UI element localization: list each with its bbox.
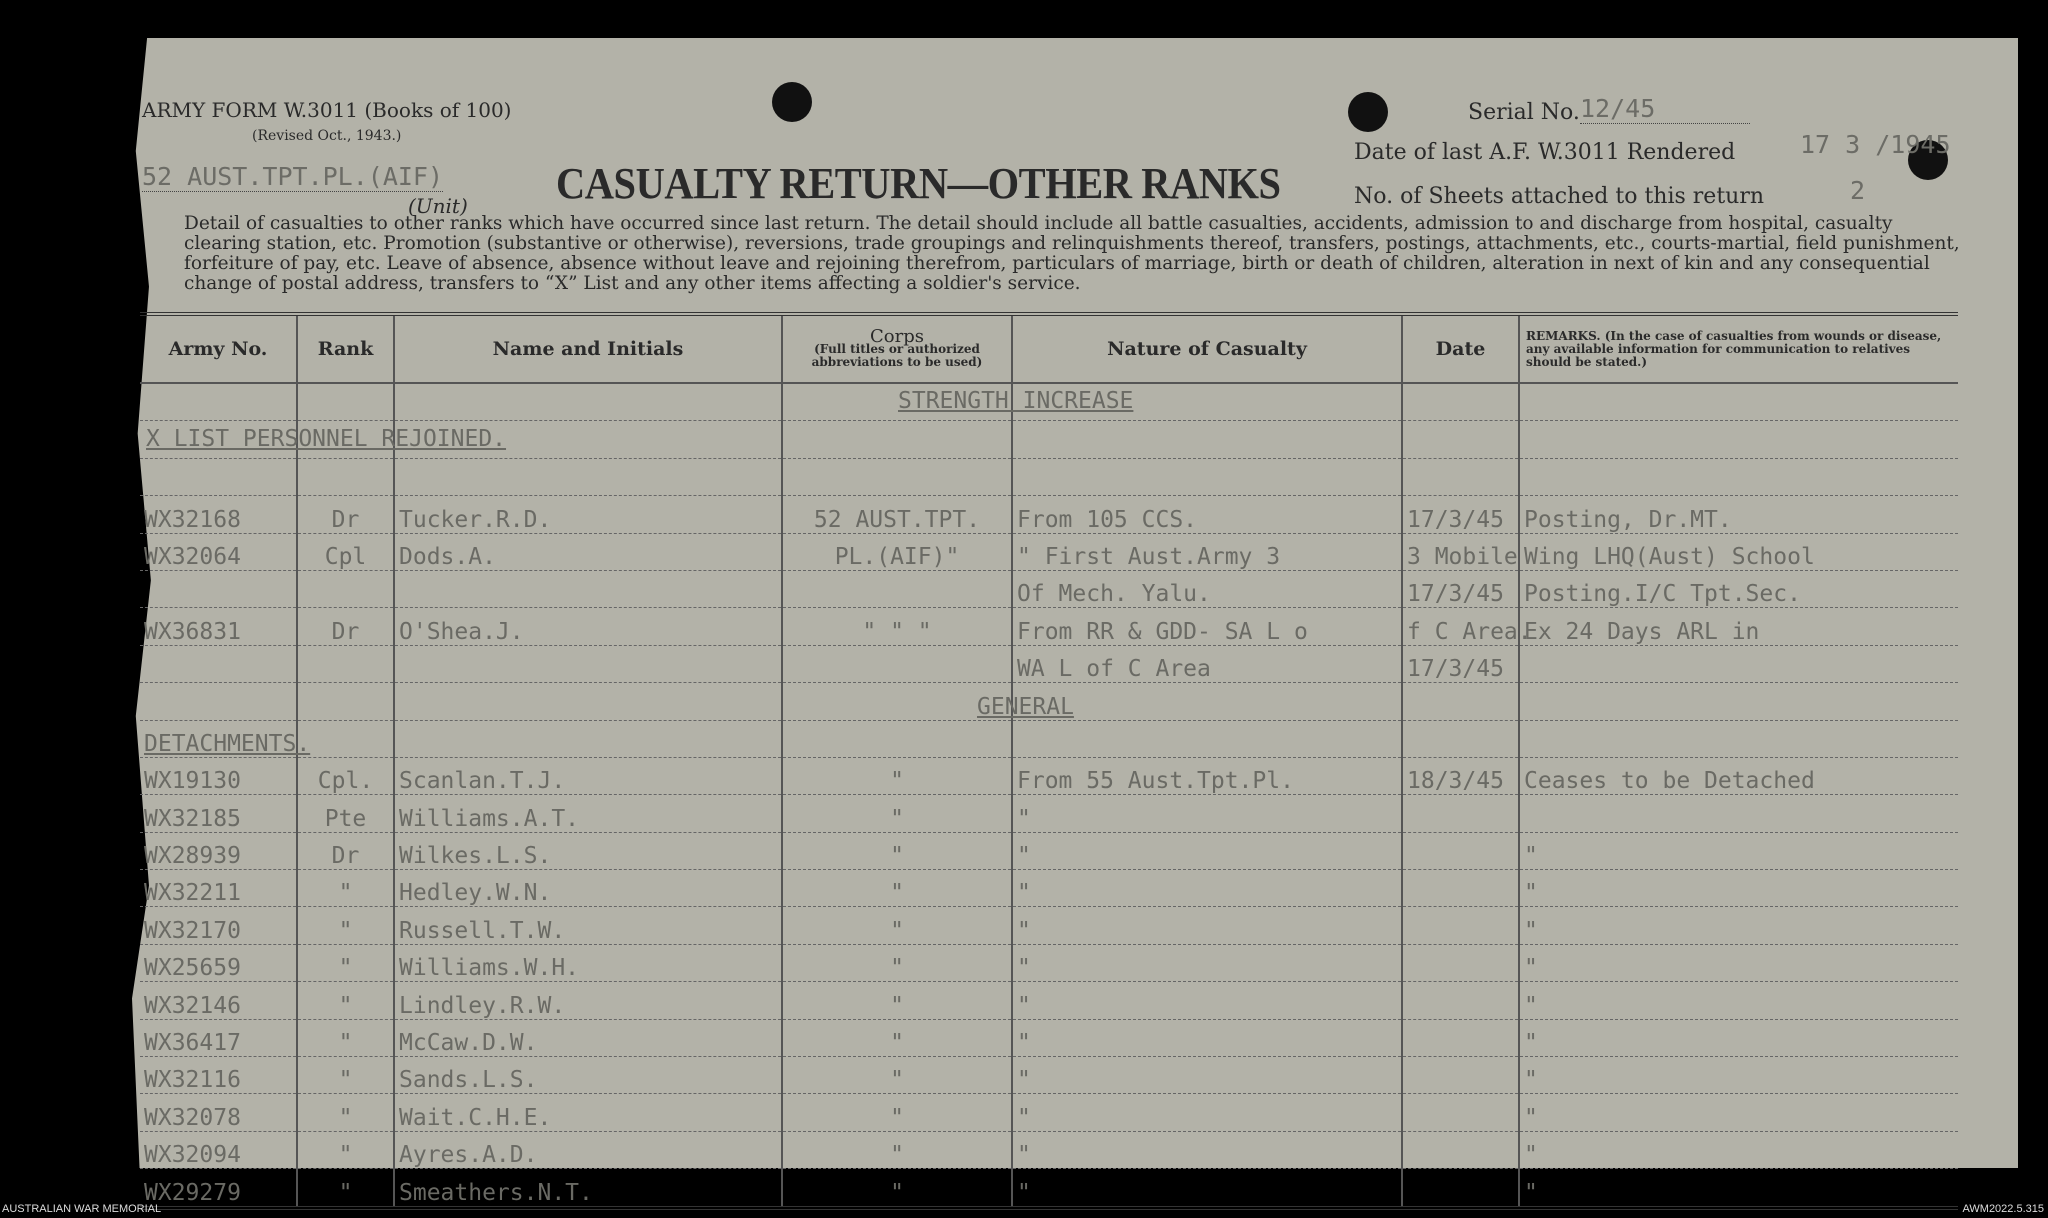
cell-date: 17/3/45: [1402, 496, 1519, 533]
cell-corps: ": [782, 795, 1012, 832]
cell-rank: Dr: [297, 496, 394, 533]
cell-army-no: WX29279: [140, 1169, 297, 1208]
cell-name: [394, 645, 782, 682]
cell-remarks: [1519, 795, 1958, 832]
col-nature: Nature of Casualty: [1012, 314, 1402, 383]
cell-nature: Of Mech. Yalu.: [1012, 570, 1402, 607]
cell-nature: From 55 Aust.Tpt.Pl.: [1012, 757, 1402, 794]
cell-nature: ": [1012, 795, 1402, 832]
cell-corps: ": [782, 1169, 1012, 1208]
cell-corps: " " ": [782, 608, 1012, 645]
cell-army-no: [140, 683, 297, 720]
cell-nature: ": [1012, 982, 1402, 1019]
punch-hole-center: [1348, 92, 1388, 132]
cell-army-no: [140, 720, 311, 757]
footer-credit: AUSTRALIAN WAR MEMORIAL: [2, 1203, 162, 1215]
cell-nature: [1012, 720, 1402, 757]
cell-corps: ": [782, 1094, 1012, 1131]
section-row-x-list: [140, 458, 1958, 495]
cell-army-no: WX32116: [140, 1057, 297, 1094]
detail-instructions: Detail of casualties to other ranks which have occurred since last return. The detail should include all battle casualties, accidents, admission to and discharge from hospital, casualty clearing station, etc. Promotion (substantive or otherwise), reversions, trade groupings and relinquishments thereof, transfers, postings, attachments, etc., courts-martial, field punishment, forfeiture of pay, etc. Leave of absence, absence without leave and rejoining therefrom, particulars of marriage, birth or death of children, alteration in next of kin and any consequential change of postal address, transfers to “X” List and any other items affecting a soldier's service.: [184, 213, 1960, 294]
cell-corps: ": [782, 1131, 1012, 1168]
cell-rank: [297, 683, 394, 720]
cell-name: Wait.C.H.E.: [394, 1094, 782, 1131]
table-row: [140, 1019, 1958, 1056]
cell-name: Smeathers.N.T.: [394, 1169, 782, 1208]
table-row: [140, 533, 1958, 570]
cell-corps: ": [782, 757, 1012, 794]
section-strength-increase: STRENGTH INCREASE: [898, 388, 1134, 414]
cell-date: [1402, 907, 1519, 944]
cell-name: Wilkes.L.S.: [394, 832, 782, 869]
cell-name: Russell.T.W.: [394, 907, 782, 944]
cell-rank: Cpl: [297, 533, 394, 570]
cell-name: Williams.A.T.: [394, 795, 782, 832]
cell-name: Williams.W.H.: [394, 944, 782, 981]
cell-remarks: ": [1519, 982, 1958, 1019]
section-x-list: X LIST PERSONNEL REJOINED.: [146, 426, 507, 452]
cell-name: [394, 683, 782, 720]
cell-remarks: ": [1519, 1019, 1958, 1056]
col-remarks: [1519, 314, 1958, 383]
form-name: ARMY FORM W.3011 (Books of 100): [142, 98, 512, 122]
cell-remarks: [1519, 645, 1958, 682]
col-army-no: Army No.: [140, 314, 297, 383]
cell-rank: Dr: [297, 832, 394, 869]
cell-nature: WA L of C Area: [1012, 645, 1402, 682]
table-row: [140, 982, 1958, 1019]
cell-date: [1402, 1131, 1519, 1168]
table-row: [140, 757, 1958, 794]
cell-army-no: WX32211: [140, 870, 297, 907]
cell-remarks: ": [1519, 1057, 1958, 1094]
cell-date: [1402, 1094, 1519, 1131]
serial-value: 12/45: [1580, 94, 1750, 124]
cell-corps: [782, 570, 1012, 607]
cell-army-no: [140, 645, 297, 682]
cell-remarks: ": [1519, 1131, 1958, 1168]
cell-rank: [297, 645, 394, 682]
table-row: [140, 907, 1958, 944]
cell-corps: PL.(AIF)": [782, 533, 1012, 570]
cell-corps: [782, 645, 1012, 682]
cell-date: [1402, 944, 1519, 981]
col-rank: Rank: [297, 314, 394, 383]
cell-remarks: [1519, 683, 1958, 720]
cell-nature: ": [1012, 1094, 1402, 1131]
cell-date: [1402, 832, 1519, 869]
cell-army-no: WX32064: [140, 533, 297, 570]
cell-rank: [297, 720, 394, 757]
cell-army-no: WX32078: [140, 1094, 297, 1131]
cell-remarks: [1519, 720, 1958, 757]
col-corps-title: Corps: [870, 325, 924, 347]
cell-nature: From RR & GDD- SA L o: [1012, 608, 1402, 645]
cell-name: Sands.L.S.: [394, 1057, 782, 1094]
cell-corps: ": [782, 870, 1012, 907]
section-general: GENERAL: [977, 693, 1074, 720]
cell-remarks: Ex 24 Days ARL in: [1519, 608, 1958, 645]
cell-date: [1402, 870, 1519, 907]
cell-name: McCaw.D.W.: [394, 1019, 782, 1056]
form-title: CASUALTY RETURN—OTHER RANKS: [556, 159, 1281, 208]
cell-date: [1402, 1019, 1519, 1056]
last-rendered-value: 17 3 /1945: [1800, 130, 1951, 159]
cell-army-no: [140, 570, 297, 607]
last-rendered-label: Date of last A.F. W.3011 Rendered: [1354, 140, 1736, 165]
section-detachments: DETACHMENTS.: [144, 730, 311, 757]
cell-date: [1402, 720, 1519, 757]
table-row: [140, 832, 1958, 869]
cell-rank: ": [297, 1019, 394, 1056]
cell-remarks: Wing LHQ(Aust) School: [1519, 533, 1958, 570]
cell-army-no: WX32168: [140, 496, 297, 533]
cell-rank: ": [297, 907, 394, 944]
cell-nature: ": [1012, 944, 1402, 981]
cell-remarks: ": [1519, 832, 1958, 869]
table-row: [140, 1169, 1958, 1208]
cell-remarks: ": [1519, 1169, 1958, 1208]
cell-corps: ": [782, 907, 1012, 944]
cell-army-no: WX19130: [140, 757, 297, 794]
cell-name: O'Shea.J.: [394, 608, 782, 645]
cell-remarks: ": [1519, 944, 1958, 981]
cell-date: 18/3/45: [1402, 757, 1519, 794]
cell-corps: ": [782, 832, 1012, 869]
table-row: [140, 944, 1958, 981]
cell-remarks: ": [1519, 907, 1958, 944]
table-row: [140, 496, 1958, 533]
cell-rank: Pte: [297, 795, 394, 832]
cell-rank: ": [297, 982, 394, 1019]
cell-nature: " First Aust.Army 3: [1012, 533, 1402, 570]
revised-note: (Revised Oct., 1943.): [252, 128, 402, 144]
cell-rank: ": [297, 944, 394, 981]
cell-rank: ": [297, 1057, 394, 1094]
table-row: [140, 1131, 1958, 1168]
cell-name: Lindley.R.W.: [394, 982, 782, 1019]
cell-rank: [297, 570, 394, 607]
col-corps: [782, 314, 1012, 383]
cell-remarks: ": [1519, 1094, 1958, 1131]
cell-date: [1402, 1169, 1519, 1208]
cell-date: [1402, 1057, 1519, 1094]
col-remarks-note: (In the case of casualties from wounds or disease, any available information for communication to relatives should be stated.): [1526, 328, 1942, 369]
table-row: [140, 870, 1958, 907]
cell-nature: [977, 683, 1402, 720]
col-remarks-title: REMARKS.: [1526, 328, 1601, 343]
table-row: [140, 608, 1958, 645]
cell-army-no: WX28939: [140, 832, 297, 869]
cell-nature: ": [1012, 1131, 1402, 1168]
cell-name: Tucker.R.D.: [394, 496, 782, 533]
sheets-value: 2: [1850, 176, 1866, 205]
cell-nature: ": [1012, 1169, 1402, 1208]
cell-date: f C Area.: [1402, 608, 1519, 645]
table-row: [140, 795, 1958, 832]
cell-rank: ": [297, 1169, 394, 1208]
cell-army-no: WX32170: [140, 907, 297, 944]
cell-army-no: WX32146: [140, 982, 297, 1019]
cell-nature: From 105 CCS.: [1012, 496, 1402, 533]
cell-army-no: WX32094: [140, 1131, 297, 1168]
section-row-detachments: [140, 720, 1958, 757]
cell-remarks: Ceases to be Detached: [1519, 757, 1958, 794]
sheets-label: No. of Sheets attached to this return: [1354, 184, 1765, 209]
cell-remarks: ": [1519, 870, 1958, 907]
cell-nature: ": [1012, 1019, 1402, 1056]
cell-date: 3 Mobile: [1402, 533, 1519, 570]
cell-corps: ": [782, 1019, 1012, 1056]
footer-accession: AWM2022.5.315: [1962, 1203, 2044, 1215]
cell-nature: ": [1012, 907, 1402, 944]
cell-rank: ": [297, 1094, 394, 1131]
cell-name: Dods.A.: [394, 533, 782, 570]
cell-name: [394, 720, 782, 757]
cell-rank: ": [297, 1131, 394, 1168]
cell-name: Hedley.W.N.: [394, 870, 782, 907]
cell-remarks: Posting, Dr.MT.: [1519, 496, 1958, 533]
section-row-general: [140, 683, 1958, 720]
col-name: Name and Initials: [394, 314, 782, 383]
cell-name: Scanlan.T.J.: [394, 757, 782, 794]
table-row: [140, 1094, 1958, 1131]
col-date: Date: [1402, 314, 1519, 383]
cell-nature: ": [1012, 1057, 1402, 1094]
cell-name: [394, 570, 782, 607]
table-row: [140, 570, 1958, 607]
cell-corps: 52 AUST.TPT.: [782, 496, 1012, 533]
cell-date: [1402, 795, 1519, 832]
cell-nature: ": [1012, 832, 1402, 869]
cell-army-no: WX25659: [140, 944, 297, 981]
cell-date: 17/3/45: [1402, 645, 1519, 682]
punch-hole-left: [772, 82, 812, 122]
cell-corps: ": [782, 982, 1012, 1019]
cell-rank: ": [297, 870, 394, 907]
cell-date: [1402, 982, 1519, 1019]
table-row: [140, 645, 1958, 682]
cell-corps: [782, 720, 1012, 757]
cell-corps: ": [782, 1057, 1012, 1094]
col-corps-note: (Full titles or authorized abbreviations to be used): [811, 341, 983, 369]
cell-rank: Dr: [297, 608, 394, 645]
unit-value: 52 AUST.TPT.PL.(AIF): [142, 162, 444, 191]
cell-nature: ": [1012, 870, 1402, 907]
cell-army-no: WX36417: [140, 1019, 297, 1056]
cell-date: 17/3/45: [1402, 570, 1519, 607]
unit-label: (Unit): [408, 194, 468, 218]
table-row: [140, 1057, 1958, 1094]
cell-corps: ": [782, 944, 1012, 981]
serial-label: Serial No.: [1468, 100, 1580, 125]
cell-army-no: WX36831: [140, 608, 297, 645]
cell-rank: Cpl.: [297, 757, 394, 794]
cell-remarks: Posting.I/C Tpt.Sec.: [1519, 570, 1958, 607]
cell-name: Ayres.A.D.: [394, 1131, 782, 1168]
cell-army-no: WX32185: [140, 795, 297, 832]
cell-date: [1402, 683, 1519, 720]
